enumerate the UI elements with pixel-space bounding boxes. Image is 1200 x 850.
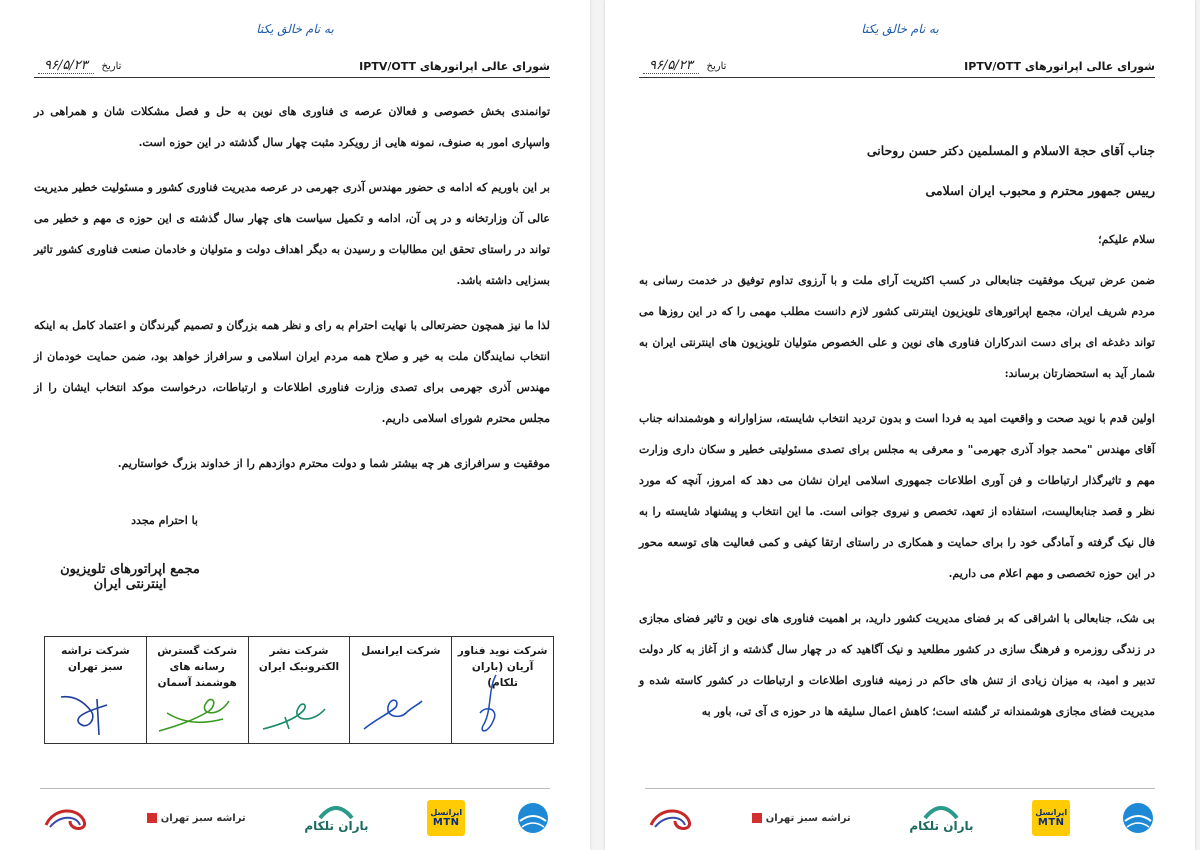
arc-icon: [921, 800, 961, 820]
signature-cell: [451, 637, 553, 743]
footer-logos: [645, 798, 1155, 838]
baran-logo: باران تلکام: [901, 798, 981, 838]
swirl-logo-icon: [40, 798, 96, 838]
tarasheh-mark-icon: [147, 813, 157, 823]
tarasheh-logo: تراشه سبز تهران: [752, 798, 851, 838]
company-name: شرکت تراشه سبز تهران: [61, 645, 130, 673]
date-value: ۹۶/۵/۲۳: [38, 58, 94, 74]
signature-image: [255, 689, 335, 739]
company-name: شرکت نوید فناور آریان (باران تلکام): [457, 645, 548, 689]
paragraph: موفقیت و سرافرازی هر چه بیشتر شما و دولت محترم دوازدهم را از خداوند بزرگ خواستاریم.: [117, 457, 550, 470]
paragraph: بی شک، جنابعالی با اشراقی که بر فضای مدیریت کشور دارید، بر اهمیت فناوری های نوین و تاثیر فضای مجازی در زندگی روزمره و فرهنگ سازی در کشور مطلعید و نیک آگاهید که در چهار سال گذشته و از آغاز به کار دولت تدبیر و امید، به میزان زیادی از تنش های حاکم در زمینه فناوری اطلاعات و ارتباطات در کشور کاسته شده و مدیریت فضای مجازی هوشمندانه تر گشته است؛ کاهش اعمال سلیقه ها در حوزه ی آی تی، باور به: [639, 612, 1155, 718]
date-value: ۹۶/۵/۲۳: [643, 58, 699, 74]
signature-image: [153, 683, 243, 739]
signature-cell: [248, 637, 350, 743]
tarasheh-mark-icon: [752, 813, 762, 823]
letter-date: [643, 58, 726, 73]
signature-cell: [146, 637, 248, 743]
baran-logo: باران تلکام: [296, 798, 376, 838]
paragraph: لذا ما نیز همچون حضرتعالی با نهایت احترام به رای و نظر همه بزرگان و تصمیم گیرندگان و اعتماد کامل به اینکه انتخاب نمایندگان ملت به خیر و صلاح همه مردم ایران اسلامی و سرافراز خواهد بود، ضمن حمایت خودمان از مهندس آذری جهرمی برای تصدی وزارت فناوری اطلاعات و ارتباطات، درخواست موکد انتخاب ایشان را از مجلس محترم شورای اسلامی داریم.: [34, 319, 551, 425]
letterhead: [34, 58, 550, 78]
company-name: شرکت نشر الکترونیک ایران: [258, 645, 340, 673]
signature-image: [356, 689, 426, 739]
paragraph: ضمن عرض تبریک موفقیت جنابعالی در کسب اکثریت آرای ملت و با آرزوی تداوم توفیق در خدمت رسانی به مردم شریف ایران، مجمع اپراتورهای تلویزیون اینترنتی کشور لازم دانست مطلب مهمی را که در این روزها می تواند دغدغه ای برای دست اندرکاران فناوری های نوین و علی الخصوص متولیان تلویزیون های اینترنتی ایران به شمار آید به استحضارتان برساند:: [639, 274, 1155, 380]
council-name: شورای عالی اپراتورهای IPTV/OTT: [964, 60, 1155, 73]
letter-body: [639, 140, 1155, 741]
tarasheh-logo: تراشه سبز تهران: [147, 798, 246, 838]
basmala: به نام خالق یکتا: [256, 22, 334, 36]
addressee-title: رییس جمهور محترم و محبوب ایران اسلامی: [925, 183, 1155, 198]
date-label: تاریخ: [706, 61, 727, 72]
arc-icon: [316, 800, 356, 820]
paragraph: اولین قدم با نوید صحت و واقعیت امید به فردا است و بدون تردید انتخاب شایسته، سزاوارانه و هوشمندانه جناب آقای مهندس "محمد جواد آذری جهرمی" و معرفی به مجلس برای تصدی مسئولیتی خطیر و سکان داری وزارت مهم و تاثیرگذار ارتباطات و فن آوری اطلاعات جمهوری اسلامی ایران نشان می دهد که امروز، آنچه که مورد نظر و قصد جنابعالیست، استفاده از تعهد، تخصص و نیروی جوانی است. ما این انتخاب و پیشنهاد شایسته را به فال نیک گرفته و آمادگی خود را برای حمایت و همکاری در راستای ارتقا کیفی و کمی فعالیت های توسعه محور در این حوزه تخصصی و مهم اعلام می داریم.: [639, 412, 1155, 580]
footer-divider: [645, 788, 1155, 789]
closing-phrase: با احترام مجدد: [131, 514, 198, 527]
addressee-name: جناب آقای حجة الاسلام و المسلمین دکتر حسن روحانی: [866, 143, 1155, 158]
footer-divider: [40, 788, 550, 789]
signature-image: [51, 679, 121, 739]
company-name: شرکت گسترش رسانه های هوشمند آسمان: [157, 645, 238, 689]
greeting: سلام علیکم؛: [1098, 233, 1155, 246]
letter-page-1: [605, 0, 1195, 850]
swirl-logo-icon: [645, 798, 701, 838]
mtn-logo: ایرانسل MTN: [1032, 800, 1070, 836]
paragraph: بر این باوریم که ادامه ی حضور مهندس آذری جهرمی در عرصه مدیریت فناوری کشور و مسئولیت خطیر مدیریت عالی آن وزارتخانه و در پی آن، ادامه و تکمیل سیاست های چهار سال گذشته ی این حوزه ی مهم و خطیر می تواند در راستای تحقق این مطالبات و رسیدن به دیگر اهداف دولت و متولیان و خادمان صنعت فناوری کشور تاثیر بسزایی داشته باشد.: [34, 181, 550, 287]
globe-logo-icon: [1121, 798, 1155, 838]
mtn-logo: ایرانسل MTN: [427, 800, 465, 836]
letterhead: [639, 58, 1155, 78]
date-label: تاریخ: [101, 61, 122, 72]
letter-page-2: [0, 0, 590, 850]
letter-date: [38, 58, 121, 73]
paragraph: توانمندی بخش خصوصی و فعالان عرصه ی فناوری های نوین به حل و فصل مشکلات شان و همراهی در واسپاری امور به صنوف، نمونه هایی از رویکرد مثبت چهار سال گذشته در این حوزه است.: [34, 105, 550, 149]
signature-cell: [349, 637, 451, 743]
signature-cell: [45, 637, 146, 743]
letter-body: [34, 96, 550, 493]
signature-table: [44, 636, 554, 744]
company-name: شرکت ایرانسل: [361, 645, 441, 657]
footer-logos: [40, 798, 550, 838]
signature-image: [458, 669, 518, 739]
globe-logo-icon: [516, 798, 550, 838]
basmala: به نام خالق یکتا: [861, 22, 939, 36]
council-name: شورای عالی اپراتورهای IPTV/OTT: [359, 60, 550, 73]
association-name: مجمع اپراتورهای تلویزیون اینترنتی ایران: [60, 562, 200, 592]
